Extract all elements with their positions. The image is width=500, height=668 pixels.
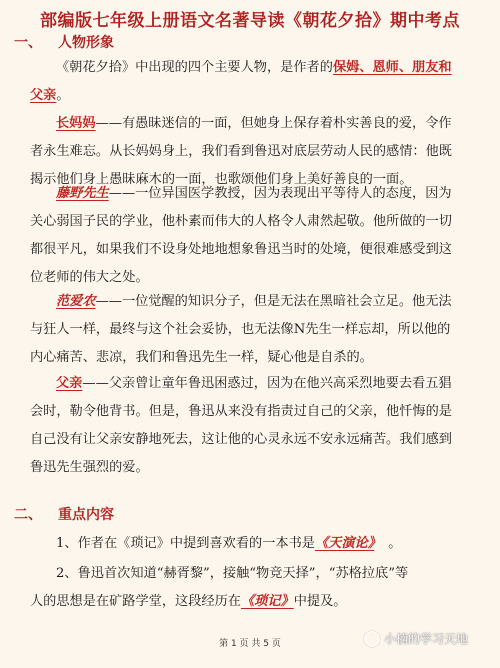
paragraph-line: 鲁迅先生强烈的爱。 (30, 460, 149, 475)
question-text: 人的思想是在矿路学堂，这段经历在 (30, 594, 241, 609)
section-heading-key-content (14, 504, 114, 524)
question-text: 1、作者在《琐记》中提到喜欢看的一本书是 (56, 536, 315, 551)
character-name: 范爱农 (56, 294, 96, 309)
intro-text: 《朝花夕拾》中出现的四个主要人物，是作者的 (56, 60, 333, 75)
section-title: 重点内容 (58, 507, 114, 523)
watermark-text: 小楠的学习天地 (384, 632, 469, 646)
page-title: 部编版七年级上册语文名著导读《朝花夕拾》期中考点 (40, 11, 460, 31)
section-title: 人物形象 (58, 35, 114, 51)
paragraph-line: 与狂人一样，最终与这个社会妥协，也无法像N先生一样忘却，所以他的 (30, 322, 451, 337)
question-text: 2、鲁迅首次知道“赫胥黎”，接触“物竞天择”，“苏格拉底”等 (56, 566, 409, 581)
paragraph-line: 自己没有让父亲安静地死去，这让他的心灵永远不安永远痛苦。我们感到 (30, 432, 452, 447)
intro-highlight-father: 父亲 (30, 88, 57, 103)
paragraph-line: 者永生难忘。从长妈妈身上，我们看到鲁迅对底层劳动人民的感情：他既 (30, 144, 452, 159)
answer: 《琐记》 (241, 594, 294, 609)
page-footer: 第 1 页 共 5 页 (219, 639, 281, 649)
paragraph-line: ——一位觉醒的知识分子，但是无法在黑暗社会立足。他无法 (95, 294, 452, 309)
question-suffix: 中提及。 (293, 594, 347, 609)
paragraph-line: 关心弱国子民的学业，他朴素而伟大的人格令人肃然起敬。他所做的一切 (30, 214, 452, 229)
paragraph-line: ——一位异国医学教授，因为表现出平等待人的态度，因为 (108, 186, 452, 201)
paragraph-line: 会时，勒令他背书。但是，鲁迅从来没有指责过自己的父亲，他忏悔的是 (30, 404, 452, 419)
paragraph-line: 揭示他们身上愚昧麻木的一面，也歌颂他们身上美好善良的一面。 (30, 172, 413, 187)
answer: 《天演论》 (314, 536, 375, 551)
question-suffix: 。 (388, 536, 402, 551)
camera-icon (364, 631, 380, 647)
paragraph-line: 位老师的伟大之处。 (30, 270, 149, 285)
character-name: 长妈妈 (56, 116, 96, 131)
paragraph-line: ——父亲曾让童年鲁迅困惑过，因为在他兴高采烈地要去看五猖 (82, 376, 452, 391)
paragraph-fujino (30, 180, 478, 292)
paragraph-line: 都很平凡，如果我们不设身处地地想象鲁迅当时的处境，便很难感受到这 (30, 242, 452, 257)
paragraph-line: 内心痛苦、悲凉，我们和鲁迅先生一样，疑心他是自杀的。 (30, 350, 373, 365)
paragraph-father (30, 370, 478, 482)
section-number: 二、 (14, 507, 42, 523)
intro-suffix: 。 (56, 88, 70, 103)
intro-highlight: 保姆、恩师、朋友和 (332, 60, 452, 75)
character-name: 藤野先生 (56, 186, 109, 201)
section-heading-characters (14, 32, 114, 52)
question-2 (30, 560, 478, 616)
intro-paragraph (30, 54, 478, 110)
section-number: 一、 (14, 35, 42, 51)
character-name: 父亲 (56, 376, 83, 391)
paragraph-line: ——有愚昧迷信的一面，但她身上保存着朴实善良的爱，令作 (95, 116, 452, 131)
question-1 (30, 530, 478, 558)
watermark (364, 630, 468, 647)
paragraph-fan-ainong (30, 288, 478, 372)
